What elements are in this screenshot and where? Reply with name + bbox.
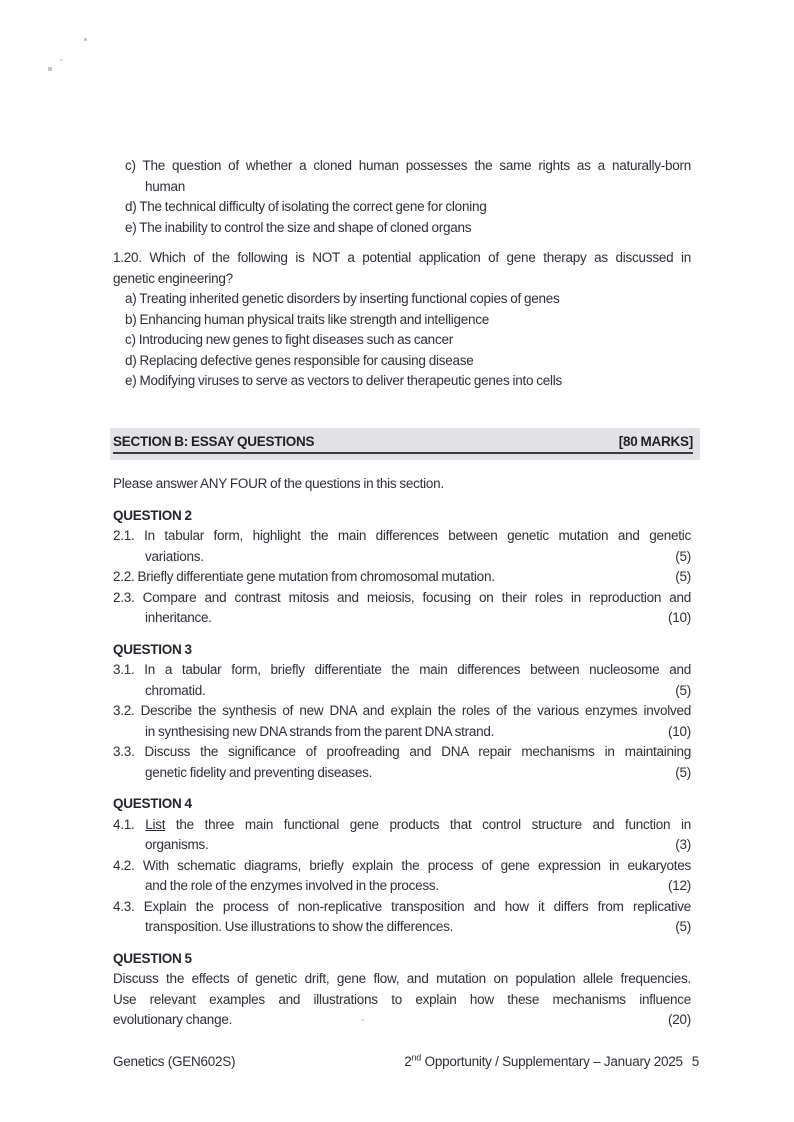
question-item-4-1-line1: [113, 815, 691, 836]
item-text: genetic fidelity and preventing diseases.: [145, 764, 373, 780]
scan-speck: [48, 67, 52, 71]
question-item-4-2-line2: [113, 876, 691, 897]
question-item-3-3-line2: [113, 763, 691, 784]
question-5-line1: Discuss the effects of genetic drift, gene flow, and mutation on population allele frequencies.: [113, 971, 691, 986]
item-text: transposition. Use illustrations to show the differences.: [145, 919, 454, 934]
page-footer: [113, 1054, 699, 1069]
question-item-3-2-line2: [113, 722, 691, 743]
item-text: organisms.: [145, 837, 209, 852]
marks-allocation: (3): [675, 837, 691, 852]
section-b-header-rule: [314, 432, 618, 455]
footer-exam-session: [404, 1054, 699, 1069]
footer-course-code: Genetics (GEN602S): [113, 1054, 236, 1069]
question-5: [113, 949, 691, 1031]
question-item-2-2: [113, 567, 691, 588]
question-1-20: [113, 248, 691, 392]
question-4: [113, 794, 691, 938]
question-1-19-options: [113, 156, 691, 238]
item-text: and the role of the enzymes involved in the process.: [145, 878, 439, 893]
marks-allocation: (5): [675, 682, 691, 698]
question-item-4-2-line1: 4.2. With schematic diagrams, briefly explain the process of gene expression in eukaryotes: [113, 857, 691, 873]
item-text: in synthesising new DNA strands from the parent DNA strand.: [145, 723, 495, 739]
question-item-3-1-line2: [113, 681, 691, 702]
mcq-option-a: a) Treating inherited genetic disorders by inserting functional copies of genes: [125, 291, 560, 306]
marks-allocation: (20): [667, 1012, 691, 1027]
mcq-option-c-line2: human: [145, 178, 186, 194]
item-text: evolutionary change.: [113, 1012, 233, 1027]
item-text: the three main functional gene products that control structure and function in: [175, 816, 691, 832]
marks-allocation: (5): [675, 919, 691, 934]
question-5-title: QUESTION 5: [113, 950, 192, 966]
item-text: variations.: [145, 548, 204, 564]
question-4-title: QUESTION 4: [113, 796, 192, 811]
question-item-3-3-line1: 3.3. Discuss the significance of proofreading and DNA repair mechanisms in maintaining: [113, 744, 691, 759]
section-b-total-marks: [80 MARKS]: [619, 432, 693, 455]
question-item-4-3-line1: 4.3. Explain the process of non-replicative transposition and how it differs from replicative: [113, 898, 691, 914]
question-item-2-3-line2: [113, 608, 691, 629]
section-b-header-bar: [110, 428, 700, 461]
footer-page-number: 5: [691, 1054, 699, 1069]
mcq-option-c-line1: c) The question of whether a cloned human possesses the same rights as a naturally-born: [125, 158, 691, 173]
item-underlined-word: List: [145, 816, 166, 832]
marks-allocation: (5): [675, 548, 691, 564]
item-text: chromatid.: [145, 682, 206, 698]
item-text: inheritance.: [145, 610, 212, 625]
scan-speck: [60, 59, 62, 61]
marks-allocation: (10): [667, 610, 691, 625]
question-item-2-1-line2: [113, 547, 691, 568]
section-b-instruction: Please answer ANY FOUR of the questions in this section.: [113, 476, 444, 491]
question-item-4-3-line2: [113, 917, 691, 938]
marks-allocation: (5): [675, 764, 691, 780]
question-3-title: QUESTION 3: [113, 641, 192, 657]
footer-ordinal-number: 2: [404, 1054, 412, 1069]
marks-allocation: (12): [667, 878, 691, 893]
section-b-title: SECTION B: ESSAY QUESTIONS: [113, 432, 314, 455]
question-item-3-1-line1: 3.1. In a tabular form, briefly differentiate the main differences between nucleosome and: [113, 662, 691, 677]
mcq-option-d: d) Replacing defective genes responsible for causing disease: [125, 352, 474, 368]
question-2-title: QUESTION 2: [113, 507, 192, 523]
item-text: 2.2. Briefly differentiate gene mutation from chromosomal mutation.: [113, 569, 495, 584]
marks-allocation: (10): [667, 723, 691, 739]
mcq-option-e: e) The inability to control the size and shape of cloned organs: [125, 219, 472, 235]
mcq-option-d: d) The technical difficulty of isolating the correct gene for cloning: [125, 199, 487, 214]
mcq-option-e: e) Modifying viruses to serve as vectors to deliver therapeutic genes into cells: [125, 373, 562, 388]
footer-ordinal-suffix: nd: [411, 1052, 422, 1063]
question-5-line2: Use relevant examples and illustrations to explain how these mechanisms influence: [113, 991, 691, 1007]
item-number: 4.1.: [113, 816, 135, 832]
question-item-3-2-line1: 3.2. Describe the synthesis of new DNA and explain the roles of the various enzymes involved: [113, 703, 691, 718]
question-1-20-stem-line2: genetic engineering?: [113, 270, 233, 286]
exam-page-body: [113, 0, 691, 1031]
question-3: [113, 640, 691, 784]
question-item-2-1-line1: 2.1. In tabular form, highlight the main differences between genetic mutation and genetic: [113, 528, 691, 543]
footer-session-text: Opportunity / Supplementary – January 2025: [421, 1054, 683, 1069]
question-5-line3: [113, 1010, 691, 1031]
mcq-option-c: c) Introducing new genes to fight diseases such as cancer: [125, 332, 453, 347]
mcq-option-b: b) Enhancing human physical traits like strength and intelligence: [125, 311, 489, 327]
scan-speck: [84, 38, 87, 41]
marks-allocation: (5): [675, 569, 691, 584]
question-item-4-1-line2: [113, 835, 691, 856]
question-2: [113, 506, 691, 629]
question-1-20-stem-line1: 1.20. Which of the following is NOT a potential application of gene therapy as discussed in: [113, 250, 691, 265]
question-item-2-3-line1: 2.3. Compare and contrast mitosis and meiosis, focusing on their roles in reproduction and: [113, 589, 691, 605]
